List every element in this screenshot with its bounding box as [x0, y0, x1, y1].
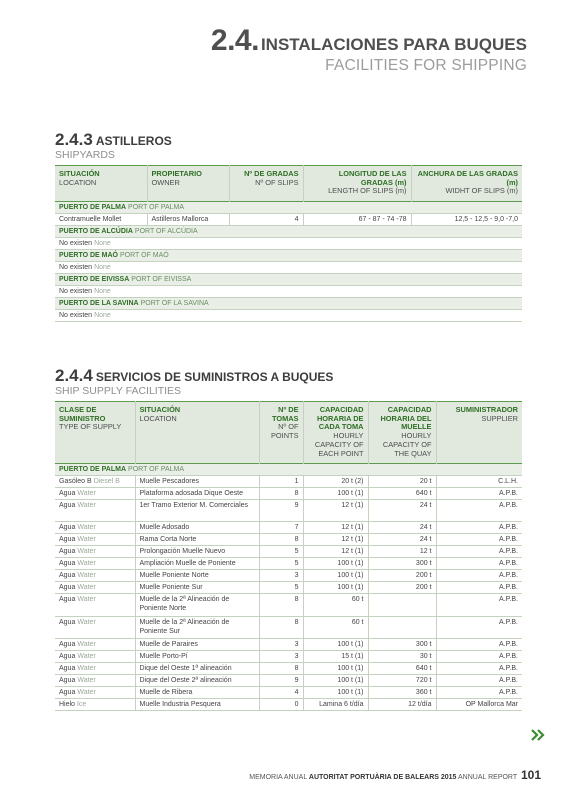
- supply-supplier-cell: C.L.H.: [436, 476, 522, 488]
- table-row: [55, 651, 522, 663]
- supply-type-cell: Agua Water: [55, 534, 135, 546]
- table-row: [55, 594, 522, 617]
- table-row: [55, 534, 522, 546]
- table-row: [55, 522, 522, 534]
- supply-type-cell: Agua Water: [55, 558, 135, 570]
- table-row: No existen None: [55, 238, 522, 250]
- column-header: Nº DE TOMAS Nº OF POINTS: [259, 402, 303, 464]
- supply-type-cell: Agua Water: [55, 639, 135, 651]
- supply-location-cell: Muelle de Ribera: [135, 687, 259, 699]
- supply-supplier-cell: A.P.B.: [436, 639, 522, 651]
- table-row: [55, 639, 522, 651]
- supply-supplier-cell: A.P.B.: [436, 488, 522, 500]
- supply-supplier-cell: OP Mallorca Mar: [436, 699, 522, 711]
- supply-cap-point-cell: 100 t (1): [303, 675, 368, 687]
- supply-cap-point-cell: 100 t (1): [303, 582, 368, 594]
- supply-supplier-cell: A.P.B.: [436, 558, 522, 570]
- supply-location-cell: Muelle de Paraires: [135, 639, 259, 651]
- supply-supplier-cell: A.P.B.: [436, 570, 522, 582]
- column-header: SITUACIÓN LOCATION: [135, 402, 259, 464]
- port-row: PUERTO DE MAÓ PORT OF MAÓ: [55, 250, 522, 262]
- supply-cap-point-cell: 12 t (1): [303, 522, 368, 534]
- supply-location-cell: Prolongación Muelle Nuevo: [135, 546, 259, 558]
- supply-type-cell: Agua Water: [55, 522, 135, 534]
- supply-cap-point-cell: 12 t (1): [303, 500, 368, 522]
- supply-location-cell: Muelle Adosado: [135, 522, 259, 534]
- supply-supplier-cell: A.P.B.: [436, 522, 522, 534]
- section-title-shipyards: [55, 130, 172, 150]
- column-header: LONGITUD DE LAS GRADAS (m) LENGTH OF SLIPS (m): [303, 166, 411, 202]
- supply-points-cell: 3: [259, 651, 303, 663]
- supply-supplier-cell: A.P.B.: [436, 594, 522, 617]
- column-header: CLASE DE SUMINISTRO TYPE OF SUPPLY: [59, 405, 122, 432]
- chapter-title-en: FACILITIES FOR SHIPPING: [325, 57, 527, 74]
- supply-cap-quay-cell: 12 t: [368, 546, 436, 558]
- table-row: No existen None: [55, 286, 522, 298]
- supply-points-cell: 8: [259, 488, 303, 500]
- supply-location-cell: Rama Corta Norte: [135, 534, 259, 546]
- supply-location-cell: Muelle Poniente Norte: [135, 570, 259, 582]
- supply-cap-point-cell: 100 t (1): [303, 558, 368, 570]
- supply-cap-point-cell: 100 t (1): [303, 687, 368, 699]
- table-row: [55, 558, 522, 570]
- supply-type-cell: Agua Water: [55, 616, 135, 639]
- column-header: Nº DE GRADAS Nº OF SLIPS: [229, 166, 303, 202]
- supply-location-cell: 1er Tramo Exterior M. Comerciales: [135, 500, 259, 522]
- chapter-title-es: INSTALACIONES PARA BUQUES: [260, 35, 527, 54]
- supply-type-cell: Agua Water: [55, 663, 135, 675]
- supply-cap-quay-cell: 24 t: [368, 534, 436, 546]
- supply-points-cell: 8: [259, 594, 303, 617]
- supply-points-cell: 3: [259, 570, 303, 582]
- supply-type-cell: Hielo Ice: [55, 699, 135, 711]
- table-row: [55, 476, 522, 488]
- supply-type-cell: Agua Water: [55, 500, 135, 522]
- chapter-number: 2.4.: [210, 24, 259, 57]
- port-row: PUERTO DE LA SAVINA PORT OF LA SAVINA: [55, 298, 522, 310]
- table-row: [55, 616, 522, 639]
- supply-location-cell: Muelle de la 2ª Alineación de Poniente Norte: [135, 594, 259, 617]
- supply-points-cell: 9: [259, 675, 303, 687]
- supply-supplier-cell: A.P.B.: [436, 534, 522, 546]
- chapter-title: [211, 26, 527, 56]
- supply-cap-quay-cell: 30 t: [368, 651, 436, 663]
- supply-points-cell: 8: [259, 663, 303, 675]
- table-row: No existen None: [55, 262, 522, 274]
- supply-points-cell: 8: [259, 534, 303, 546]
- supply-supplier-cell: A.P.B.: [436, 651, 522, 663]
- page-footer: [249, 768, 541, 782]
- supply-points-cell: 0: [259, 699, 303, 711]
- table-row: [55, 687, 522, 699]
- table-row: [55, 675, 522, 687]
- footer-prefix: MEMORIA ANUAL: [249, 774, 307, 781]
- supply-cap-quay-cell: 360 t: [368, 687, 436, 699]
- supply-location-cell: Plataforma adosada Dique Oeste: [135, 488, 259, 500]
- supply-cap-quay-cell: 200 t: [368, 570, 436, 582]
- footer-suffix: ANNUAL REPORT: [458, 774, 518, 781]
- supply-location-cell: Ampliación Muelle de Poniente: [135, 558, 259, 570]
- table-row: [55, 546, 522, 558]
- supply-type-cell: Agua Water: [55, 594, 135, 617]
- supply-type-cell: Agua Water: [55, 687, 135, 699]
- supply-cap-quay-cell: 200 t: [368, 582, 436, 594]
- supply-type-cell: Agua Water: [55, 570, 135, 582]
- supply-cap-quay-cell: [368, 616, 436, 639]
- supply-cap-point-cell: Lamina 6 t/día: [303, 699, 368, 711]
- port-row: PUERTO DE EIVISSA PORT OF EIVISSA: [55, 274, 522, 286]
- supply-cap-point-cell: 15 t (1): [303, 651, 368, 663]
- supply-supplier-cell: A.P.B.: [436, 500, 522, 522]
- table-row: [55, 663, 522, 675]
- supply-supplier-cell: A.P.B.: [436, 616, 522, 639]
- section-title-supply: [55, 366, 333, 386]
- supply-type-cell: Agua Water: [55, 651, 135, 663]
- supply-points-cell: 3: [259, 639, 303, 651]
- supply-cap-quay-cell: 12 t/día: [368, 699, 436, 711]
- column-header: SITUACIÓN LOCATION: [59, 169, 100, 187]
- supply-cap-point-cell: 100 t (1): [303, 570, 368, 582]
- supply-cap-point-cell: 60 t: [303, 594, 368, 617]
- supply-cap-quay-cell: 24 t: [368, 500, 436, 522]
- supply-cap-point-cell: 100 t (1): [303, 639, 368, 651]
- supply-points-cell: 5: [259, 558, 303, 570]
- supply-location-cell: Dique del Oeste 2ª alineación: [135, 675, 259, 687]
- table-row: Contramuelle Mollet Astilleros Mallorca 4 67 - 87 - 74 -78 12,5 - 12,5 - 9,0 -7,0: [55, 214, 522, 226]
- supply-points-cell: 1: [259, 476, 303, 488]
- section-title-es: ASTILLEROS: [95, 134, 172, 148]
- supply-cap-point-cell: 12 t (1): [303, 546, 368, 558]
- supply-cap-quay-cell: 300 t: [368, 639, 436, 651]
- supply-supplier-cell: A.P.B.: [436, 546, 522, 558]
- supply-location-cell: Muelle Industria Pesquera: [135, 699, 259, 711]
- supply-location-cell: Muelle Pescadores: [135, 476, 259, 488]
- supply-cap-quay-cell: 720 t: [368, 675, 436, 687]
- table-row: [55, 582, 522, 594]
- supply-cap-quay-cell: 300 t: [368, 558, 436, 570]
- supply-points-cell: 7: [259, 522, 303, 534]
- supply-supplier-cell: A.P.B.: [436, 675, 522, 687]
- supply-cap-quay-cell: 20 t: [368, 476, 436, 488]
- supply-cap-quay-cell: [368, 594, 436, 617]
- section-title-es: SERVICIOS DE SUMINISTROS A BUQUES: [95, 370, 334, 384]
- supply-supplier-cell: A.P.B.: [436, 582, 522, 594]
- supply-cap-point-cell: 60 t: [303, 616, 368, 639]
- supply-cap-quay-cell: 640 t: [368, 663, 436, 675]
- column-header: SUMINISTRADOR SUPPLIER: [436, 402, 522, 464]
- supply-points-cell: 4: [259, 687, 303, 699]
- column-header: CAPACIDAD HORARIA DE CADA TOMA HOURLY CAPACITY OF EACH POINT: [303, 402, 368, 464]
- supply-table: [55, 401, 522, 711]
- supply-cap-point-cell: 100 t (1): [303, 663, 368, 675]
- port-row: PUERTO DE ALCÚDIA PORT OF ALCÚDIA: [55, 226, 522, 238]
- table-row: No existen None: [55, 310, 522, 322]
- section-number: 2.4.3: [55, 130, 93, 149]
- supply-points-cell: 5: [259, 582, 303, 594]
- section-subtitle-shipyards: SHIPYARDS: [55, 149, 115, 161]
- table-row: [55, 500, 522, 522]
- supply-type-cell: Agua Water: [55, 675, 135, 687]
- section-number: 2.4.4: [55, 366, 93, 385]
- supply-supplier-cell: A.P.B.: [436, 687, 522, 699]
- supply-points-cell: 9: [259, 500, 303, 522]
- supply-location-cell: Dique del Oeste 1ª alineación: [135, 663, 259, 675]
- supply-cap-quay-cell: 24 t: [368, 522, 436, 534]
- page-number: 101: [520, 768, 541, 782]
- section-subtitle-supply: SHIP SUPPLY FACILITIES: [55, 385, 182, 397]
- column-header: PROPIETARIO OWNER: [147, 166, 229, 202]
- supply-cap-point-cell: 12 t (1): [303, 534, 368, 546]
- supply-supplier-cell: A.P.B.: [436, 663, 522, 675]
- table-row: [55, 488, 522, 500]
- supply-type-cell: Agua Water: [55, 546, 135, 558]
- double-chevron-right-icon[interactable]: [531, 728, 545, 742]
- page-header: [211, 26, 527, 75]
- supply-location-cell: Muelle de la 2ª Alineación de Poniente Sur: [135, 616, 259, 639]
- supply-points-cell: 8: [259, 616, 303, 639]
- table-header: [55, 166, 522, 202]
- supply-type-cell: Agua Water: [55, 488, 135, 500]
- column-header: ANCHURA DE LAS GRADAS (m) WIDHT OF SLIPS (m): [411, 166, 522, 202]
- port-row: PUERTO DE PALMA PORT OF PALMA: [55, 464, 522, 476]
- supply-cap-point-cell: 100 t (1): [303, 488, 368, 500]
- supply-cap-quay-cell: 640 t: [368, 488, 436, 500]
- shipyards-table: [55, 165, 522, 322]
- supply-location-cell: Muelle Poniente Sur: [135, 582, 259, 594]
- table-row: [55, 570, 522, 582]
- supply-location-cell: Muelle Porto-Pí: [135, 651, 259, 663]
- supply-points-cell: 5: [259, 546, 303, 558]
- supply-cap-point-cell: 20 t (2): [303, 476, 368, 488]
- supply-type-cell: Gasóleo B Diesel B: [55, 476, 135, 488]
- port-row: PUERTO DE PALMA PORT OF PALMA: [55, 202, 522, 214]
- table-row: [55, 699, 522, 711]
- column-header: CAPACIDAD HORARIA DEL MUELLE HOURLY CAPACITY OF THE QUAY: [368, 402, 436, 464]
- footer-org: AUTORITAT PORTUÀRIA DE BALEARS 2015: [308, 774, 457, 781]
- table-header: [55, 402, 522, 464]
- supply-type-cell: Agua Water: [55, 582, 135, 594]
